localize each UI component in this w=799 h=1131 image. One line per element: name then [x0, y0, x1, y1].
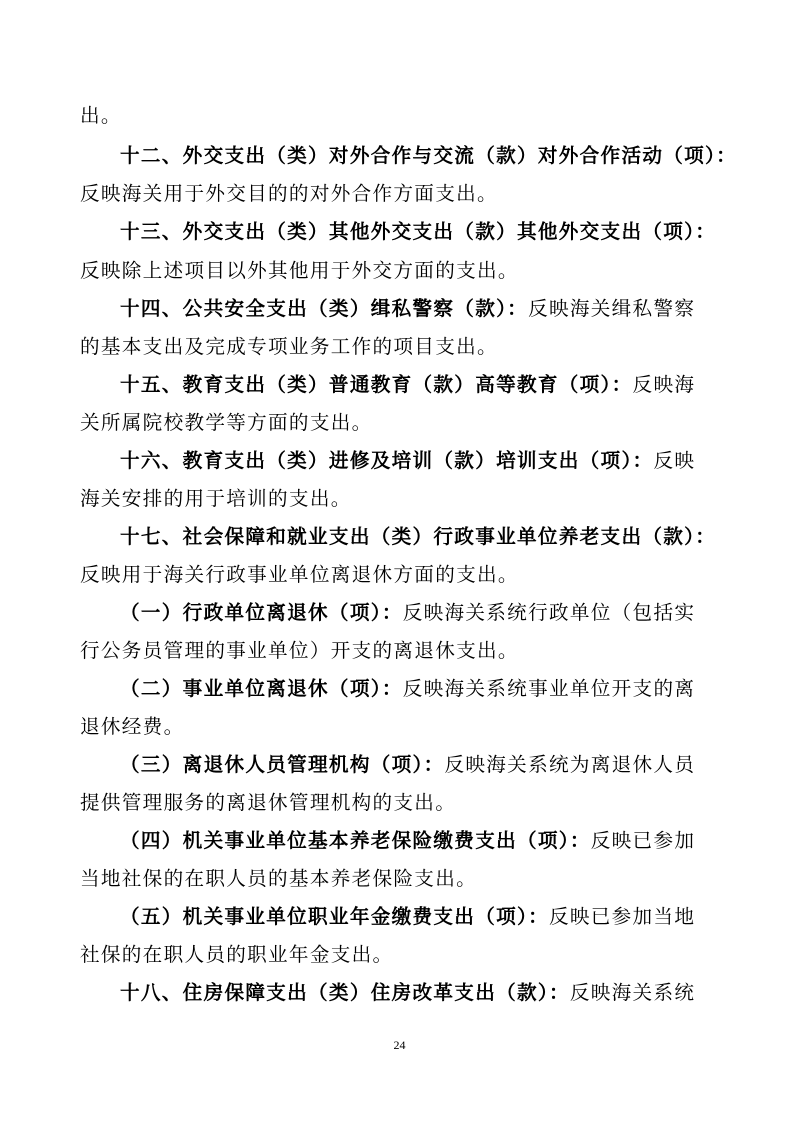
line-heading: （四）机关事业单位基本养老保险缴费支出（项）： — [120, 829, 591, 852]
text-line — [80, 408, 720, 438]
text-line — [80, 712, 720, 742]
subsection-heading-5 — [120, 902, 720, 932]
line-body: 反映海关用于外交目的的对外合作方面支出。 — [80, 182, 498, 205]
line-heading: 十三、外交支出（类）其他外交支出（款）其他外交支出（项）： — [120, 220, 717, 243]
line-body: 反映海关缉私警察 — [528, 297, 696, 320]
line-body: 反映海关系统行政单位（包括实 — [402, 601, 696, 624]
text-line — [80, 332, 720, 362]
text-line — [80, 940, 720, 970]
section-heading-13 — [120, 217, 720, 247]
line-body: 当地社保的在职人员的基本养老保险支出。 — [80, 867, 477, 890]
section-heading-18 — [120, 978, 720, 1008]
text-line — [80, 788, 720, 818]
section-heading-15 — [120, 370, 720, 400]
line-body: 出。 — [80, 104, 122, 127]
text-line — [80, 636, 720, 666]
line-body: 海关安排的用于培训的支出。 — [80, 487, 352, 510]
line-body: 反映海关系统 — [569, 981, 696, 1004]
line-heading: 十八、住房保障支出（类）住房改革支出（款）： — [120, 981, 570, 1004]
section-heading-17 — [120, 522, 720, 552]
line-body: 反映 — [653, 449, 696, 472]
line-heading: （三）离退休人员管理机构（项）： — [120, 753, 445, 776]
subsection-heading-4 — [120, 826, 720, 856]
line-heading: （五）机关事业单位职业年金缴费支出（项）： — [120, 905, 549, 928]
line-heading: 十二、外交支出（类）对外合作与交流（款）对外合作活动（项）： — [120, 144, 738, 167]
section-heading-12 — [120, 141, 738, 171]
line-body: 反映除上述项目以外其他用于外交方面的支出。 — [80, 259, 519, 282]
line-body: 社保的在职人员的职业年金支出。 — [80, 943, 394, 966]
section-heading-14 — [120, 294, 720, 324]
line-body: 关所属院校教学等方面的支出。 — [80, 411, 373, 434]
subsection-heading-3 — [120, 750, 720, 780]
line-body: 反映海关系统事业单位开支的离 — [402, 677, 696, 700]
line-heading: 十六、教育支出（类）进修及培训（款）培训支出（项）： — [120, 449, 654, 472]
line-heading: 十四、公共安全支出（类）缉私警察（款）： — [120, 297, 529, 320]
line-body: 行公务员管理的事业单位）开支的离退休支出。 — [80, 639, 519, 662]
line-body: 反映海 — [632, 373, 696, 396]
line-body: 提供管理服务的离退休管理机构的支出。 — [80, 791, 457, 814]
page-number: 24 — [393, 1038, 406, 1052]
line-body: 反映已参加 — [590, 829, 696, 852]
line-heading: 十五、教育支出（类）普通教育（款）高等教育（项）： — [120, 373, 633, 396]
text-line — [80, 101, 720, 131]
line-body: 反映用于海关行政事业单位离退休方面的支出。 — [80, 563, 519, 586]
text-line — [80, 484, 720, 514]
line-heading: （二）事业单位离退休（项）： — [120, 677, 403, 700]
subsection-heading-1 — [120, 598, 720, 628]
subsection-heading-2 — [120, 674, 720, 704]
line-heading: 十七、社会保障和就业支出（类）行政事业单位养老支出（款）： — [120, 525, 717, 548]
line-body: 反映已参加当地 — [548, 905, 696, 928]
text-line — [80, 179, 720, 209]
line-body: 的基本支出及完成专项业务工作的项目支出。 — [80, 335, 498, 358]
line-body: 退休经费。 — [80, 715, 185, 738]
text-line — [80, 864, 720, 894]
text-line — [80, 256, 720, 286]
section-heading-16 — [120, 446, 720, 476]
text-line — [80, 560, 720, 590]
line-body: 反映海关系统为离退休人员 — [444, 753, 696, 776]
line-heading: （一）行政单位离退休（项）： — [120, 601, 403, 624]
